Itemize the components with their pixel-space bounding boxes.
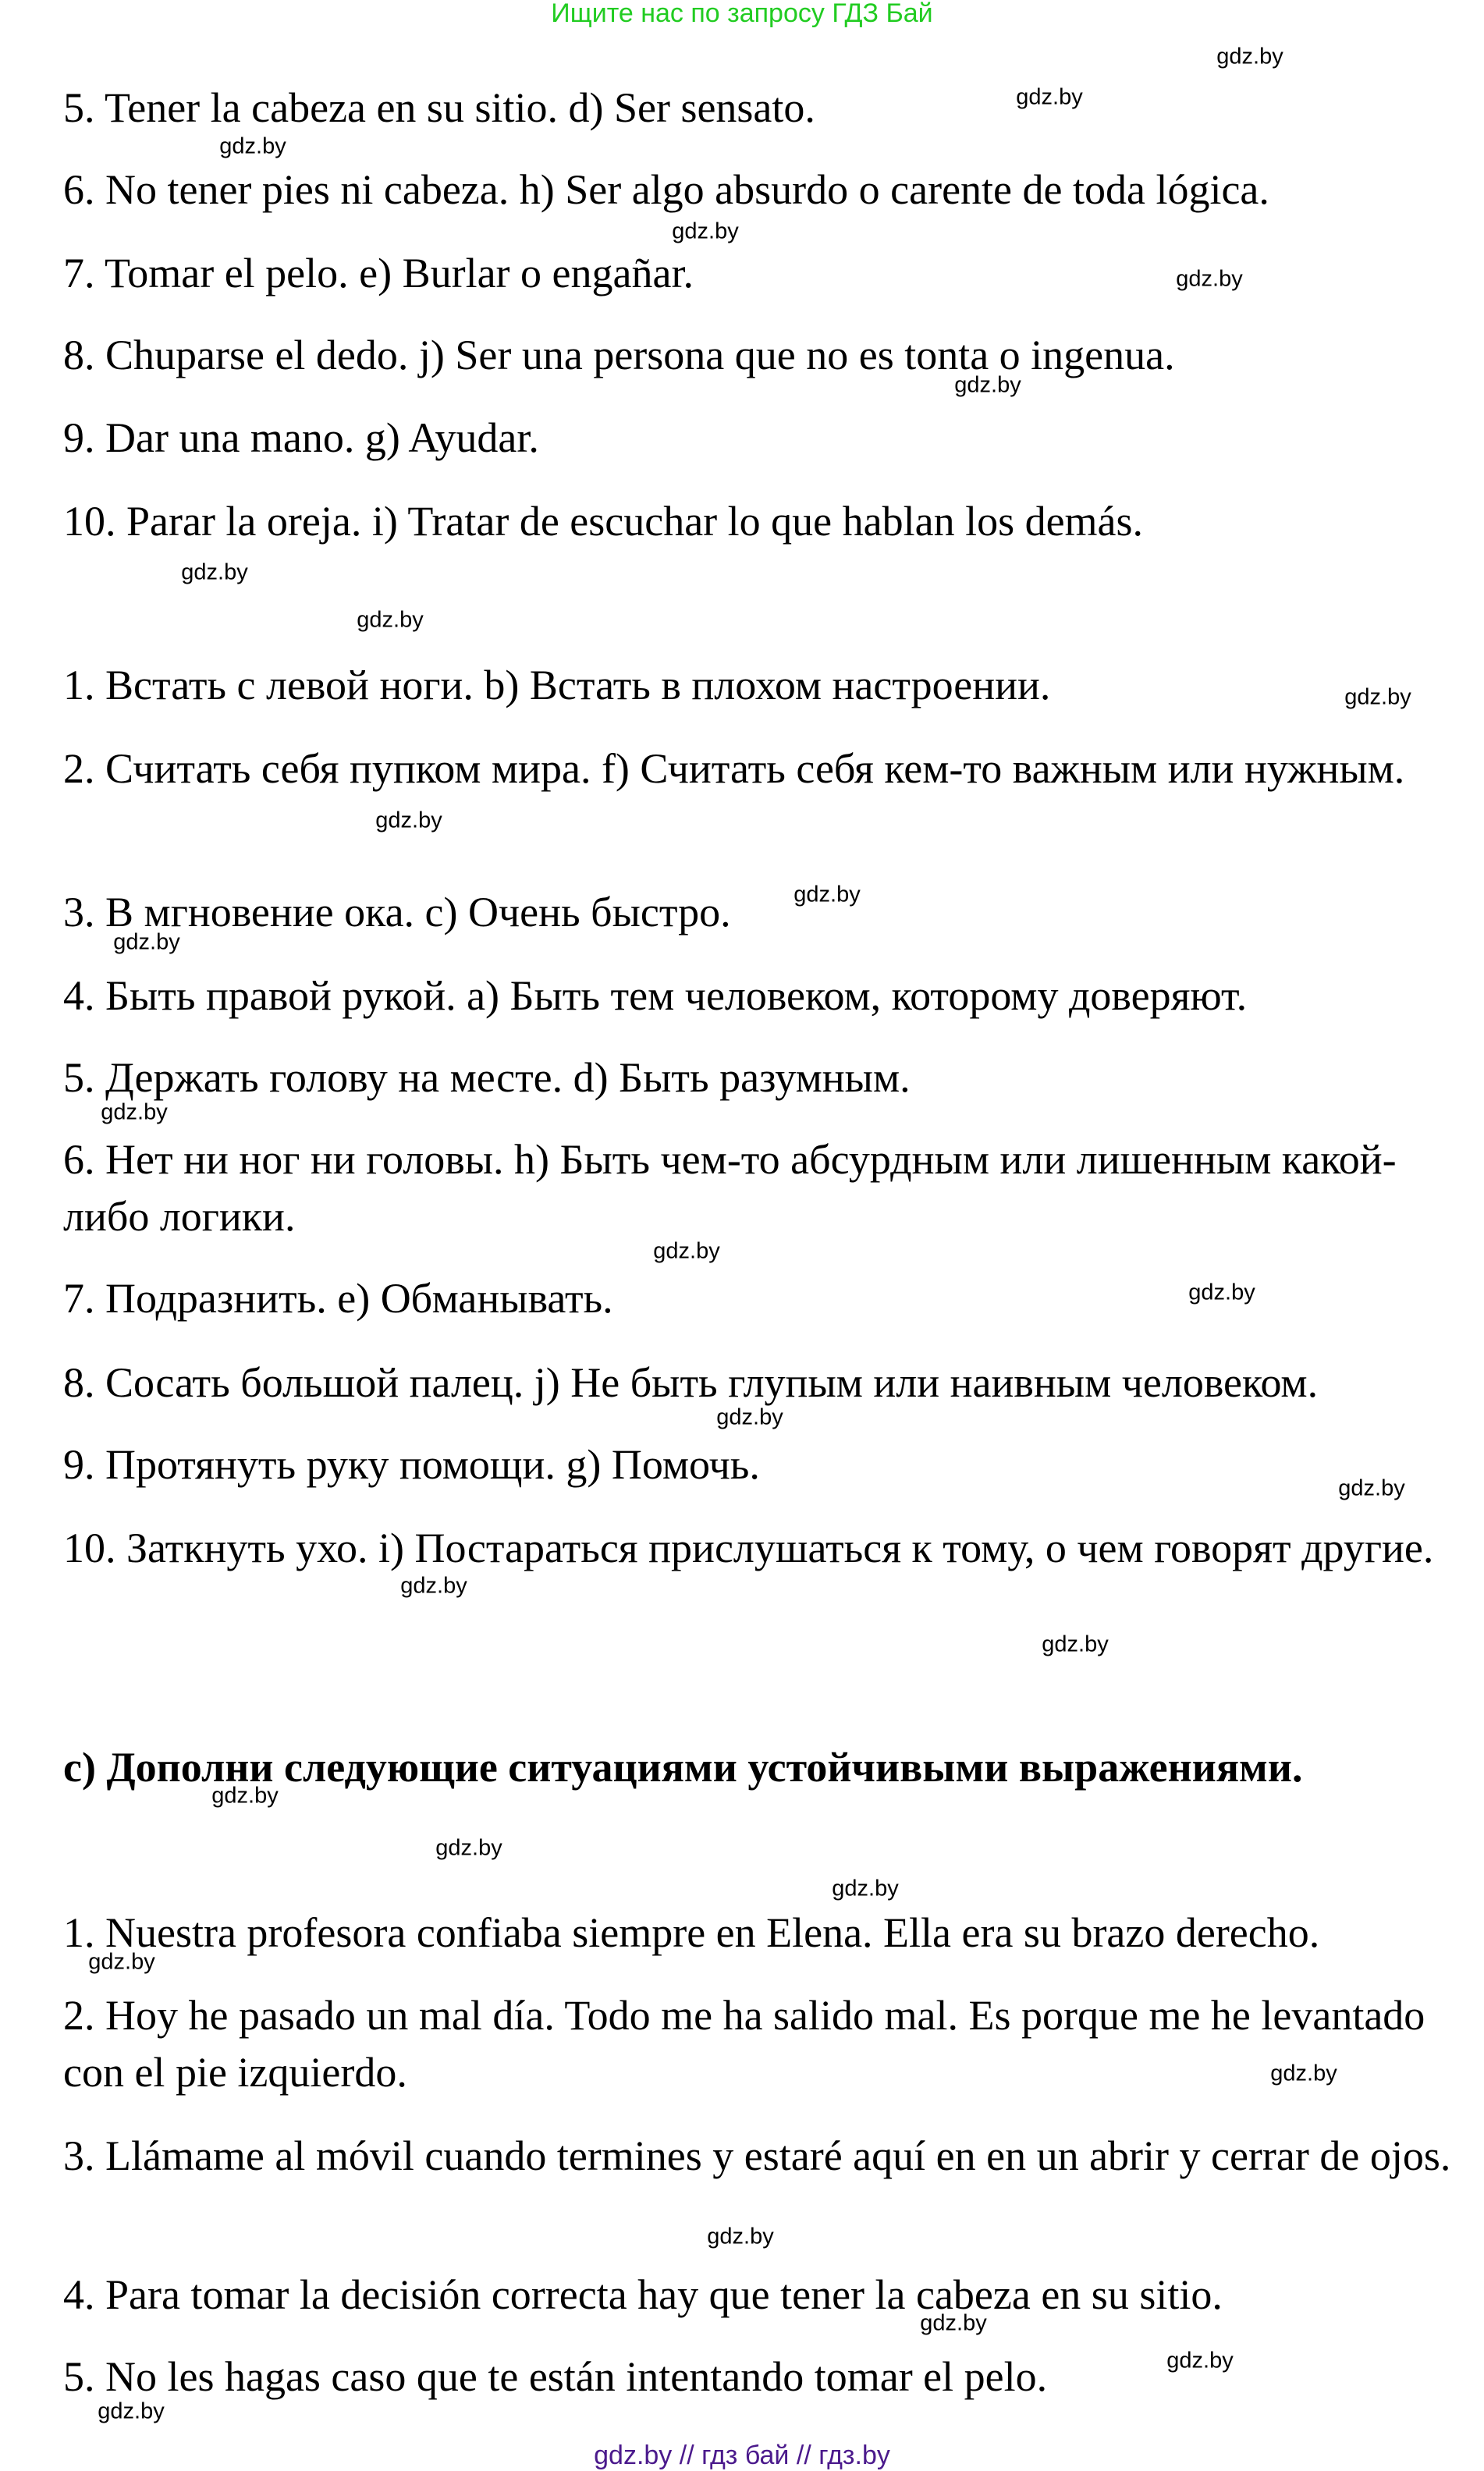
- watermark: gdz.by: [1344, 684, 1411, 710]
- answer-line: 6. Нет ни ног ни головы. h) Быть чем-то абсурдным или лишенным какой-либо логики.: [63, 1136, 1397, 1240]
- answer-line: 3. В мгновение ока. c) Очень быстро.: [63, 889, 731, 936]
- watermark: gdz.by: [653, 1238, 720, 1264]
- watermark: gdz.by: [1166, 2348, 1234, 2373]
- answer-line: 4. Para tomar la decisión correcta hay que tener la cabeza en su sitio.: [63, 2271, 1223, 2318]
- watermark: gdz.by: [1016, 84, 1083, 110]
- answer-line: 4. Быть правой рукой. a) Быть тем человеком, которому доверяют.: [63, 972, 1248, 1019]
- watermark: gdz.by: [1176, 266, 1243, 292]
- answer-line: 7. Tomar el pelo. e) Burlar o engañar.: [63, 250, 694, 296]
- answer-line: 1. Nuestra profesora confiaba siempre en Elena. Ella era su brazo derecho.: [63, 1909, 1320, 1956]
- watermark: gdz.by: [1216, 44, 1283, 69]
- answer-line: 2. Считать себя пупком мира. f) Считать себя кем-то важным или нужным.: [63, 745, 1405, 792]
- watermark: gdz.by: [435, 1835, 502, 1861]
- answer-line: 8. Chuparse el dedo. j) Ser una persona que no es tonta o ingenua.: [63, 332, 1175, 378]
- section-c-heading: c) Дополни следующие ситуациями устойчивыми выражениями.: [63, 1744, 1303, 1791]
- answer-line: 8. Сосать большой палец. j) Не быть глупым или наивным человеком.: [63, 1359, 1319, 1406]
- watermark: gdz.by: [793, 882, 861, 907]
- watermark: gdz.by: [707, 2224, 774, 2249]
- watermark: gdz.by: [375, 808, 442, 833]
- answer-line: 10. Заткнуть ухо. i) Постараться прислушаться к тому, о чем говорят другие.: [63, 1525, 1434, 1571]
- watermark: gdz.by: [357, 607, 424, 633]
- answer-line: 5. Tener la cabeza en su sitio. d) Ser sensato.: [63, 84, 815, 131]
- watermark: gdz.by: [672, 218, 739, 244]
- watermark: gdz.by: [1042, 1631, 1109, 1657]
- answer-line: 6. No tener pies ni cabeza. h) Ser algo absurdo o carente de toda lógica.: [63, 166, 1269, 213]
- answer-line: 9. Протянуть руку помощи. g) Помочь.: [63, 1441, 760, 1488]
- watermark: gdz.by: [832, 1876, 899, 1901]
- watermark: gdz.by: [211, 1783, 279, 1809]
- watermark: gdz.by: [88, 1949, 155, 1975]
- answer-line: 7. Подразнить. e) Обманывать.: [63, 1275, 613, 1322]
- answer-line: 5. No les hagas caso que te están intentando tomar el pelo.: [63, 2353, 1048, 2400]
- watermark: gdz.by: [181, 559, 248, 585]
- header-banner: Ищите нас по запросу ГДЗ Бай: [551, 0, 933, 28]
- footer-banner: gdz.by // гдз бай // гдз.by: [594, 2441, 890, 2470]
- watermark: gdz.by: [219, 133, 286, 159]
- answer-line: 3. Llámame al móvil cuando termines y estaré aquí en en un abrir y cerrar de ojos.: [63, 2132, 1451, 2179]
- watermark: gdz.by: [113, 929, 180, 955]
- watermark: gdz.by: [1338, 1475, 1405, 1501]
- watermark: gdz.by: [1188, 1280, 1255, 1305]
- answer-line: 10. Parar la oreja. i) Tratar de escuchar lo que hablan los demás.: [63, 498, 1144, 545]
- answer-line: 9. Dar una mano. g) Ayudar.: [63, 414, 539, 461]
- answer-line: 2. Hoy he pasado un mal día. Todo me ha salido mal. Es porque me he levantado con el pie izquierdo.: [63, 1992, 1425, 2096]
- watermark: gdz.by: [101, 1099, 168, 1125]
- answer-line: 5. Держать голову на месте. d) Быть разумным.: [63, 1054, 911, 1101]
- watermark: gdz.by: [98, 2398, 165, 2424]
- watermark: gdz.by: [1270, 2061, 1337, 2086]
- watermark: gdz.by: [954, 372, 1021, 398]
- watermark: gdz.by: [400, 1573, 467, 1599]
- watermark: gdz.by: [920, 2310, 987, 2336]
- watermark: gdz.by: [716, 1404, 783, 1430]
- answer-line: 1. Встать с левой ноги. b) Встать в плохом настроении.: [63, 662, 1051, 708]
